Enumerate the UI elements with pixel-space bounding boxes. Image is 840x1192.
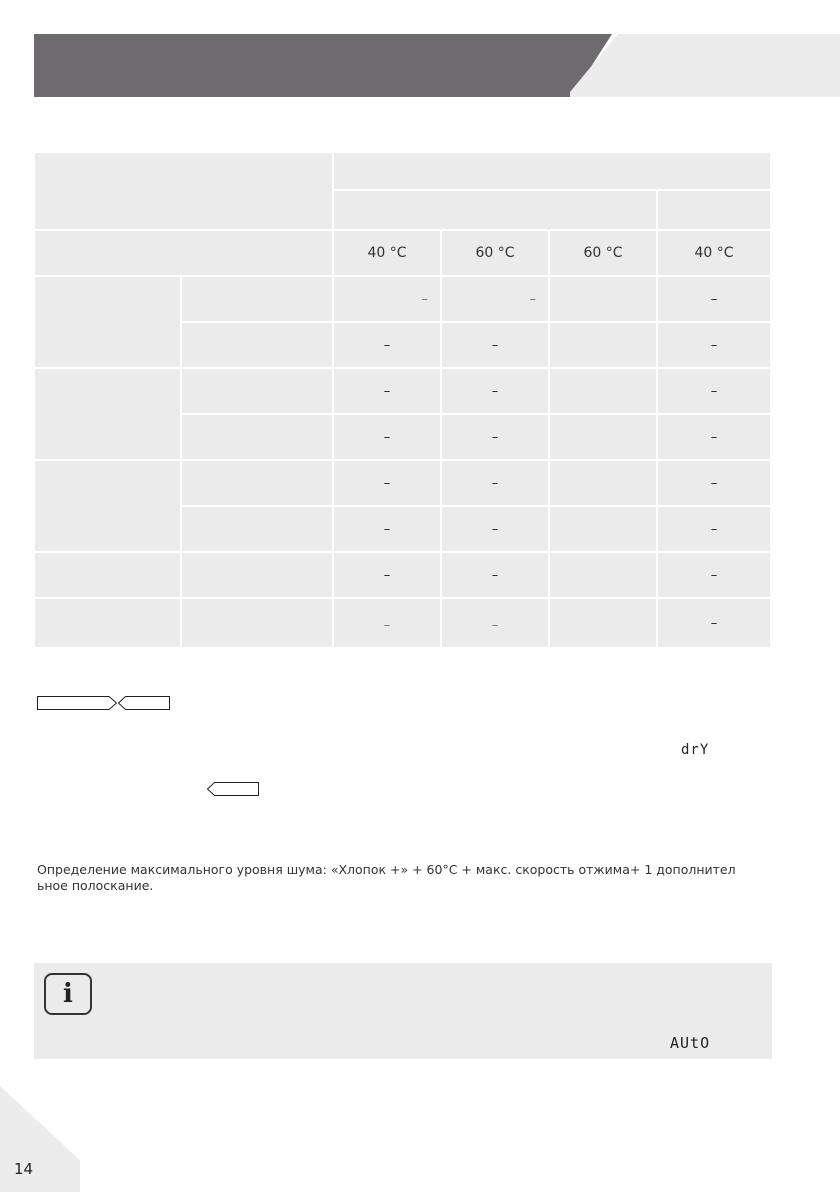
table-subheader-b bbox=[658, 191, 770, 229]
value-cell: – bbox=[442, 277, 548, 321]
arrow-left-outline-icon bbox=[118, 696, 170, 710]
table-subheader-a bbox=[334, 191, 656, 229]
row-group-label bbox=[35, 553, 180, 597]
value-cell: – bbox=[658, 553, 770, 597]
page-number: 14 bbox=[14, 1160, 34, 1178]
programme-table bbox=[33, 151, 772, 649]
row-group-label bbox=[35, 369, 180, 459]
noise-note-line-2: ьное полоскание. bbox=[37, 878, 154, 893]
value-cell: – bbox=[334, 553, 440, 597]
temp-cell: 60 °C bbox=[442, 231, 548, 275]
value-cell bbox=[550, 323, 656, 367]
temperature-row-label bbox=[35, 231, 332, 275]
value-cell: – bbox=[334, 507, 440, 551]
value-cell bbox=[550, 277, 656, 321]
row-label bbox=[182, 599, 332, 647]
noise-note-line-1: Определение максимального уровня шума: «Хлопок +» + 60°C + макс. скорость отжима+ 1 дополнител bbox=[37, 862, 736, 877]
value-cell: – bbox=[442, 507, 548, 551]
table-header-programmes bbox=[334, 153, 770, 189]
info-icon: i bbox=[44, 973, 92, 1015]
value-cell: – bbox=[334, 277, 440, 321]
value-cell: – bbox=[442, 415, 548, 459]
value-cell: – bbox=[658, 323, 770, 367]
row-label bbox=[182, 369, 332, 413]
row-group-label bbox=[35, 277, 180, 367]
section-header-bar bbox=[34, 34, 612, 97]
value-cell: – bbox=[658, 599, 770, 647]
value-cell: – bbox=[442, 323, 548, 367]
noise-level-note bbox=[37, 862, 797, 894]
table-header-empty bbox=[35, 153, 332, 229]
value-cell: – bbox=[334, 599, 440, 647]
arrow-right-outline-icon bbox=[37, 696, 117, 710]
value-cell: – bbox=[658, 369, 770, 413]
value-cell: – bbox=[658, 461, 770, 505]
value-cell: – bbox=[442, 369, 548, 413]
value-cell bbox=[550, 507, 656, 551]
value-cell: – bbox=[334, 415, 440, 459]
value-cell bbox=[550, 369, 656, 413]
temp-cell: 40 °C bbox=[334, 231, 440, 275]
value-cell: – bbox=[442, 599, 548, 647]
row-label bbox=[182, 277, 332, 321]
display-auto-text: AUtO bbox=[670, 1034, 711, 1052]
value-cell bbox=[550, 553, 656, 597]
value-cell: – bbox=[658, 507, 770, 551]
value-cell: – bbox=[442, 461, 548, 505]
display-dry-text: drY bbox=[681, 742, 710, 758]
temp-cell: 60 °C bbox=[550, 231, 656, 275]
row-label bbox=[182, 323, 332, 367]
row-label bbox=[182, 507, 332, 551]
value-cell bbox=[550, 599, 656, 647]
value-cell: – bbox=[334, 369, 440, 413]
value-cell: – bbox=[658, 277, 770, 321]
row-group-label bbox=[35, 461, 180, 551]
section-header-tab bbox=[570, 34, 840, 97]
arrow-left-outline-icon bbox=[207, 782, 259, 796]
row-group-label bbox=[35, 599, 180, 647]
page-corner bbox=[0, 1086, 80, 1192]
value-cell: – bbox=[442, 553, 548, 597]
value-cell bbox=[550, 415, 656, 459]
row-label bbox=[182, 415, 332, 459]
row-label bbox=[182, 461, 332, 505]
row-label bbox=[182, 553, 332, 597]
value-cell: – bbox=[334, 323, 440, 367]
value-cell bbox=[550, 461, 656, 505]
value-cell: – bbox=[658, 415, 770, 459]
info-note-box bbox=[34, 963, 772, 1059]
temp-cell: 40 °C bbox=[658, 231, 770, 275]
value-cell: – bbox=[334, 461, 440, 505]
